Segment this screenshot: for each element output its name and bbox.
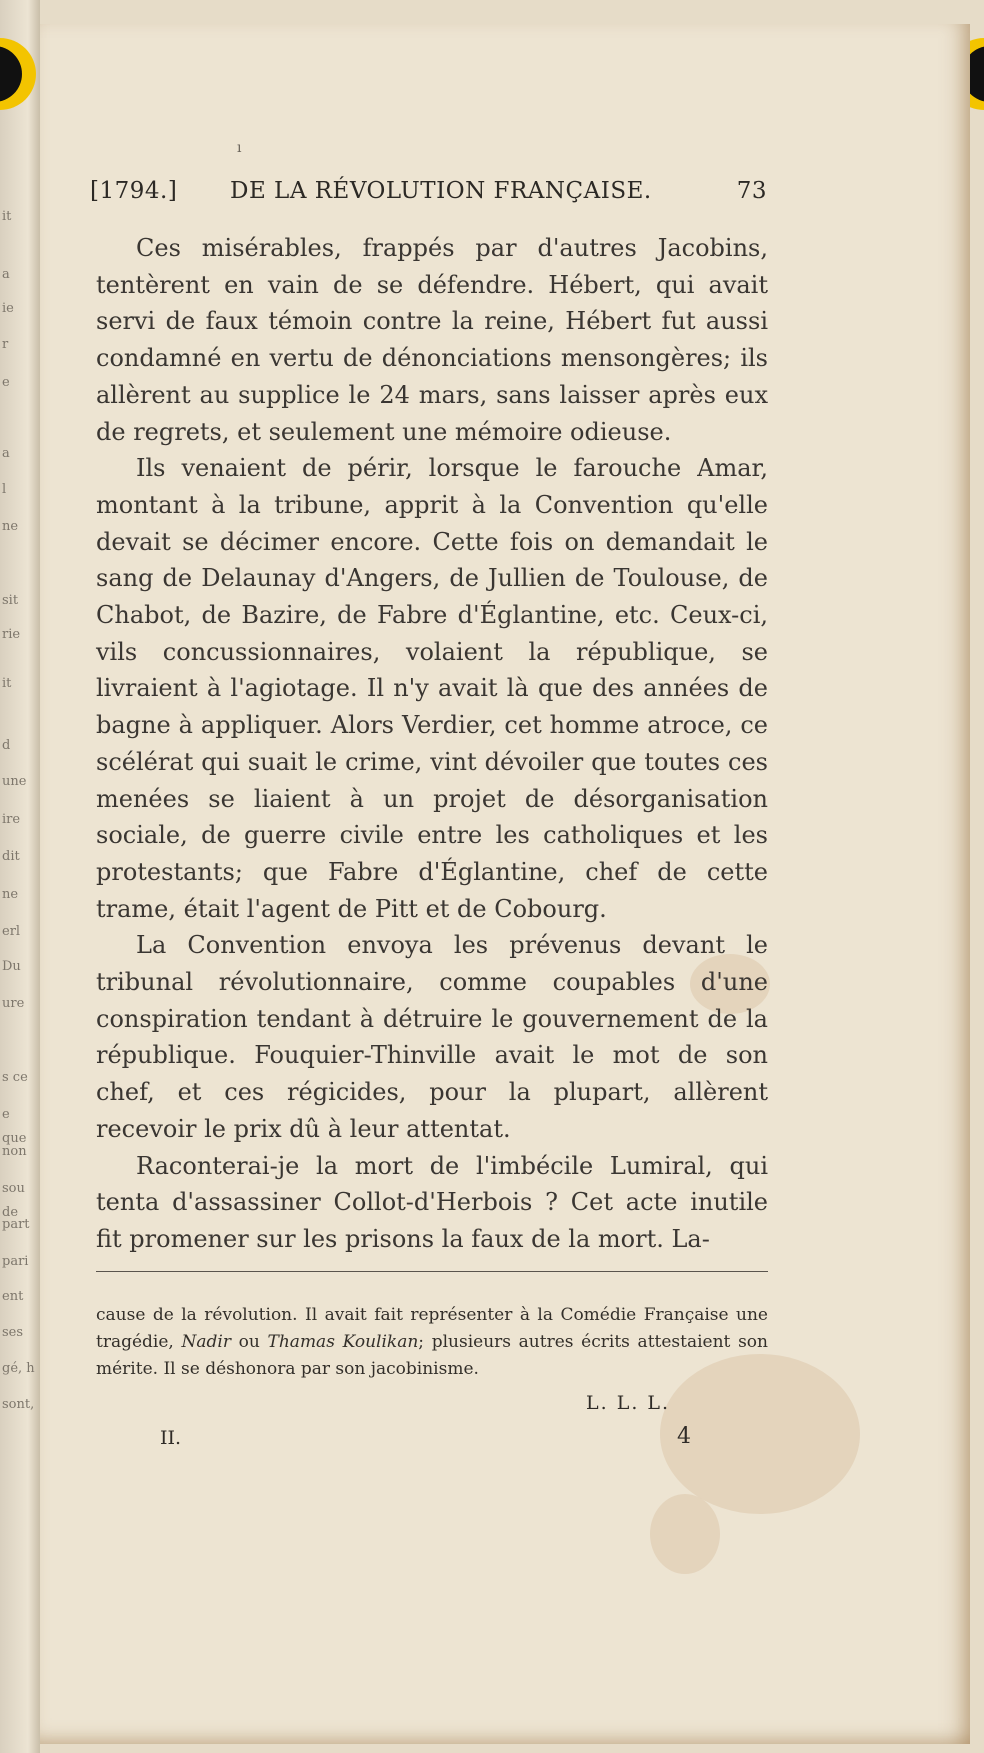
bleed-fragment: it [2, 209, 12, 224]
bleed-fragment: sou de [2, 1181, 25, 1220]
bleed-fragment: rie [2, 627, 21, 642]
footnote-text-part: ; plusieurs autres écrits attestaient son mérite. Il se déshonora par son jacobinisme. [96, 1332, 768, 1379]
bleed-fragment: une [2, 774, 27, 789]
bleed-fragment: e [2, 375, 10, 390]
bleed-fragment: l [2, 482, 7, 497]
paragraph: La Convention envoya les prévenus devant le tribunal révolutionnaire, comme coupables d'une conspiration tendant à détruire le gouvernement de la république. Fouquier-Thinville avait le mot de son chef, et ces régicides, pour la plupart, allèrent recevoir le prix dû à leur attentat. [96, 931, 768, 1143]
bleed-fragment: a [2, 267, 10, 282]
bleed-fragment: e que [2, 1107, 27, 1146]
footnote-rule [96, 1271, 768, 1272]
bleed-fragment: pari [2, 1254, 29, 1269]
bleed-fragment: part [2, 1217, 30, 1232]
volume-signature: II. [160, 1427, 182, 1449]
running-header [90, 172, 767, 212]
footnote-title-thamas: Thamas Koulikan [267, 1332, 419, 1352]
bleed-fragment: it [2, 676, 12, 691]
page-number: 73 [736, 178, 767, 204]
bleed-fragment: ure [2, 996, 25, 1011]
bleed-fragment: gé, h [2, 1361, 35, 1376]
header-date: [1794.] [90, 178, 178, 204]
header-title: DE LA RÉVOLUTION FRANÇAISE. [230, 178, 652, 204]
bleed-fragment: r [2, 337, 9, 352]
bleed-fragment: a [2, 446, 10, 461]
bleed-fragment: sont, [2, 1397, 35, 1412]
bleed-fragment: erl [2, 924, 21, 939]
book-page [40, 24, 970, 1744]
footnote [96, 1302, 768, 1383]
bleed-fragment: ie [2, 301, 14, 316]
bleed-fragment: d [2, 738, 11, 753]
bleed-fragment: ire [2, 812, 21, 827]
paragraph: Ces misérables, frappés par d'autres Jacobins, tentèrent en vain de se défendre. Hébert, qui avait servi de faux témoin contre la reine, Hébert fut aussi condamné en vertu de dénonciations mensongères; ils allèrent au supplice le 24 mars, sans laisser après eux de regrets, et seulement une mémoire odieuse. [96, 234, 768, 446]
foxing-stain [650, 1494, 720, 1574]
footnote-text-part: ou [230, 1332, 268, 1352]
margin-mark: ı [237, 140, 242, 156]
bleed-fragment: Du [2, 959, 21, 974]
paragraph: Raconterai-je la mort de l'imbécile Lumiral, qui tenta d'assassiner Collot-d'Herbois ? Cet acte inutile fit promener sur les prisons la faux de la mort. La- [96, 1151, 768, 1253]
facing-page-edge [0, 0, 40, 1753]
footnote-text-part: cause de la révolution. Il avait fait représenter à la Comédie Française une tragédie, [96, 1305, 768, 1352]
bleed-fragment: ses [2, 1325, 24, 1340]
footnote-title-nadir: Nadir [181, 1332, 231, 1352]
bleed-fragment: dit [2, 849, 20, 864]
bleed-fragment: s ce [2, 1070, 28, 1085]
bleed-fragment: ent [2, 1289, 24, 1304]
bleed-fragment: sit [2, 593, 19, 608]
footnote-text [96, 1302, 768, 1383]
bleed-fragment: ne [2, 519, 19, 534]
main-text [96, 230, 768, 1258]
bleed-fragment: non [2, 1144, 27, 1159]
footnote-signature: L. L. L. [586, 1392, 671, 1414]
bleed-fragment: ne [2, 887, 19, 902]
paragraph: Ils venaient de périr, lorsque le farouche Amar, montant à la tribune, apprit à la Convention qu'elle devait se décimer encore. Cette fois on demandait le sang de Delaunay d'Angers, de Jullien de Toulouse, de Chabot, de Bazire, de Fabre d'Églantine, etc. Ceux-ci, vils concussionnaires, volaient la république, se livraient à l'agiotage. Il n'y avait là que des années de bagne à appliquer. Alors Verdier, cet homme atroce, ce scélérat qui suait le crime, vint dévoiler que toutes ces menées se liaient à un projet de désorganisation sociale, de guerre civile entre les catholiques et les protestants; que Fabre d'Églantine, chef de cette trame, était l'agent de Pitt et de Cobourg. [96, 454, 768, 923]
gathering-signature: 4 [677, 1424, 691, 1449]
